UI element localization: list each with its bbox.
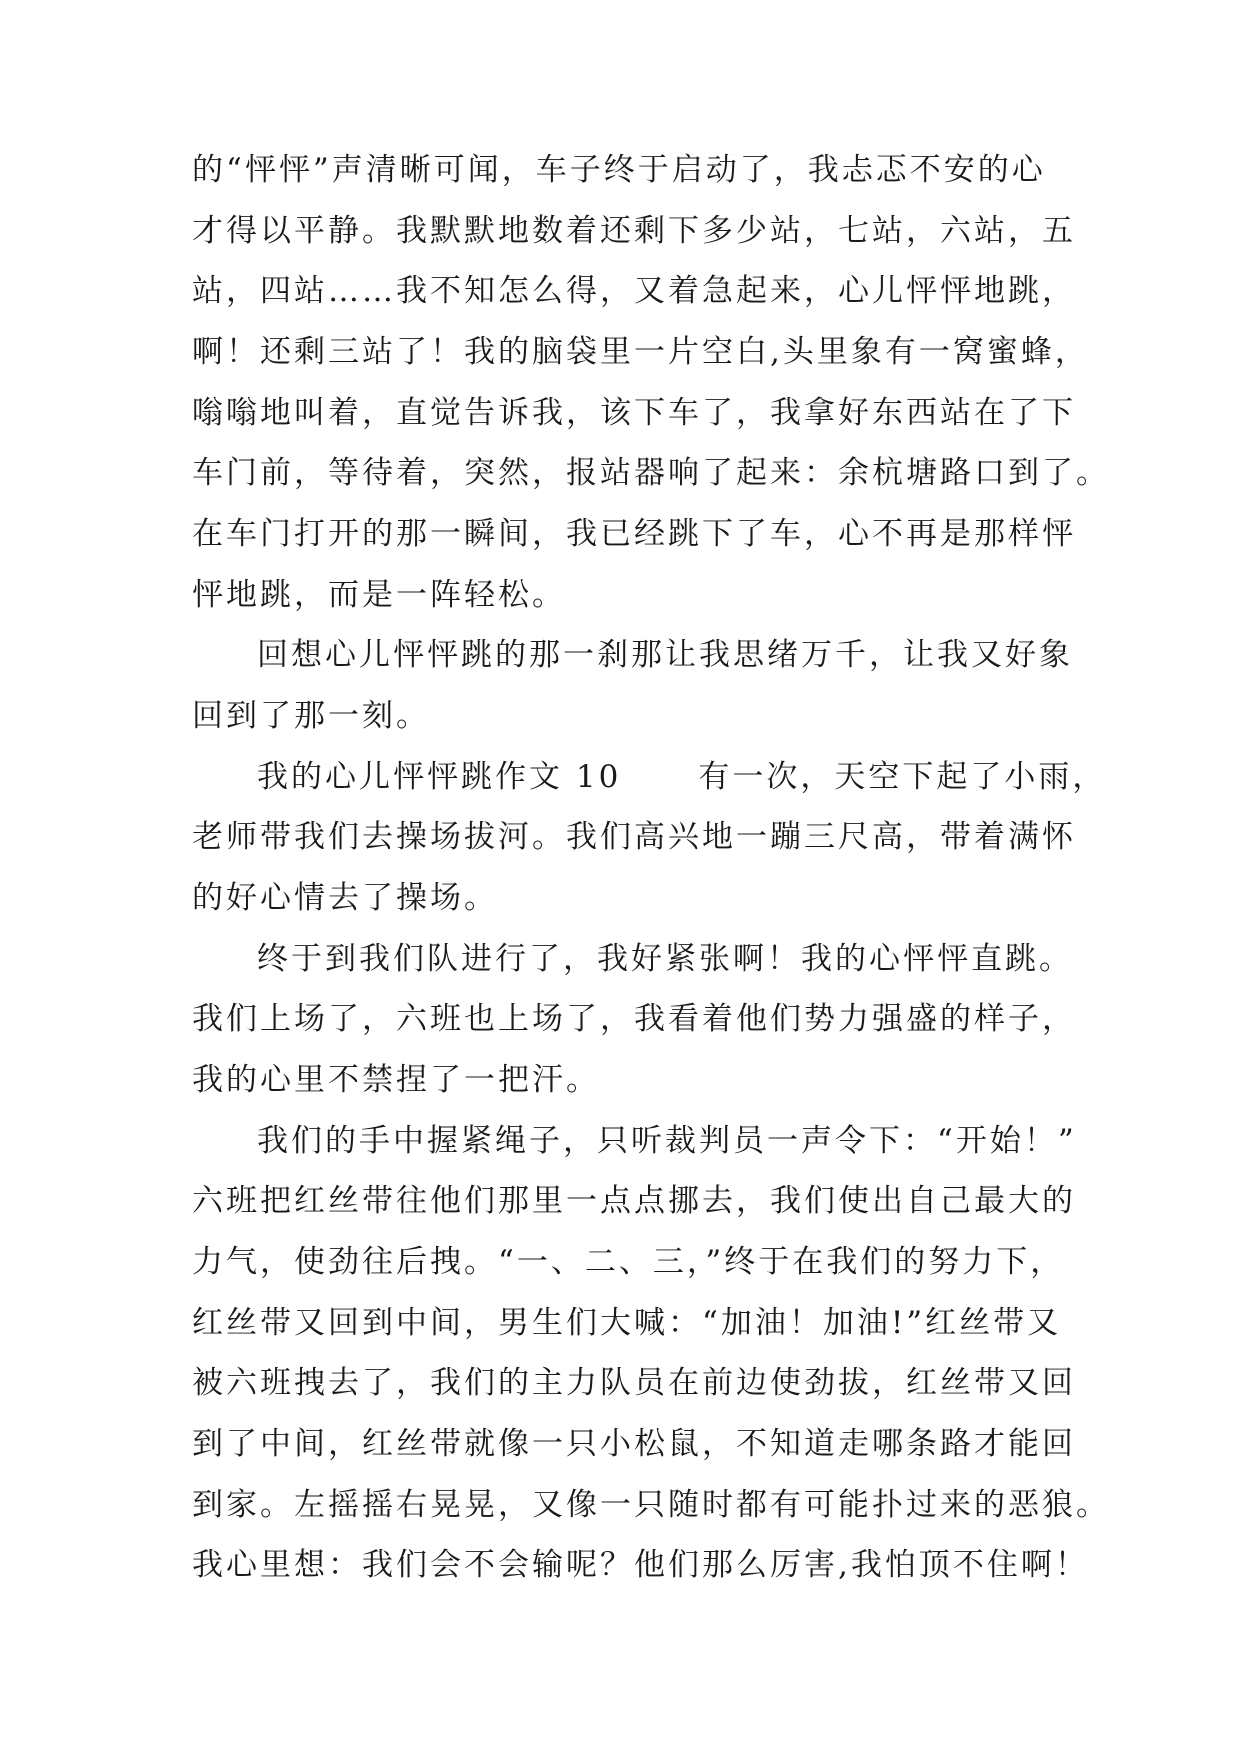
essay-title-line: 我的心儿怦怦跳作文 10 有一次，天空下起了小雨，: [257, 759, 1107, 795]
text-line: 到家。左摇摇右晃晃，又像一只随时都有可能扑过来的恶狼。: [192, 1487, 1110, 1523]
text-line: 老师带我们去操场拔河。我们高兴地一蹦三尺高，带着满怀: [192, 819, 1076, 855]
text-line: 嗡嗡地叫着，直觉告诉我，该下车了，我拿好东西站在了下: [192, 395, 1076, 431]
text-line: 被六班拽去了，我们的主力队员在前边使劲拔，红丝带又回: [192, 1365, 1076, 1401]
text-line: 力气，使劲往后拽。“一、二、三，”终于在我们的努力下，: [192, 1244, 1065, 1280]
text-line: 我们上场了，六班也上场了，我看着他们势力强盛的样子，: [192, 1001, 1076, 1037]
text-line: 才得以平静。我默默地数着还剩下多少站，七站，六站，五: [192, 213, 1076, 249]
paragraph-first-line: 终于到我们队进行了，我好紧张啊！我的心怦怦直跳。: [257, 941, 1073, 977]
text-line: 的“怦怦”声清晰可闻，车子终于启动了，我忐忑不安的心: [192, 152, 1046, 188]
text-line: 怦地跳，而是一阵轻松。: [192, 577, 566, 613]
text-line: 的好心情去了操场。: [192, 880, 498, 916]
paragraph-first-line: 回想心儿怦怦跳的那一刹那让我思绪万千，让我又好象: [257, 637, 1073, 673]
text-line: 我心里想：我们会不会输呢？他们那么厉害,我怕顶不住啊！: [192, 1547, 1089, 1583]
text-line: 我的心里不禁捏了一把汗。: [192, 1062, 600, 1098]
text-line: 六班把红丝带往他们那里一点点挪去，我们使出自己最大的: [192, 1183, 1076, 1219]
text-line: 车门前，等待着，突然，报站器响了起来：余杭塘路口到了。: [192, 455, 1110, 491]
text-line: 啊！还剩三站了！我的脑袋里一片空白,头里象有一窝蜜蜂，: [192, 334, 1089, 370]
text-line: 到了中间，红丝带就像一只小松鼠，不知道走哪条路才能回: [192, 1426, 1076, 1462]
text-line: 站，四站……我不知怎么得，又着急起来，心儿怦怦地跳，: [192, 273, 1076, 309]
text-line: 红丝带又回到中间，男生们大喊：“加油！加油!”红丝带又: [192, 1305, 1062, 1341]
text-line: 在车门打开的那一瞬间，我已经跳下了车，心不再是那样怦: [192, 516, 1076, 552]
text-line: 回到了那一刻。: [192, 698, 430, 734]
paragraph-first-line: 我们的手中握紧绳子，只听裁判员一声令下：“开始！”: [257, 1123, 1077, 1159]
